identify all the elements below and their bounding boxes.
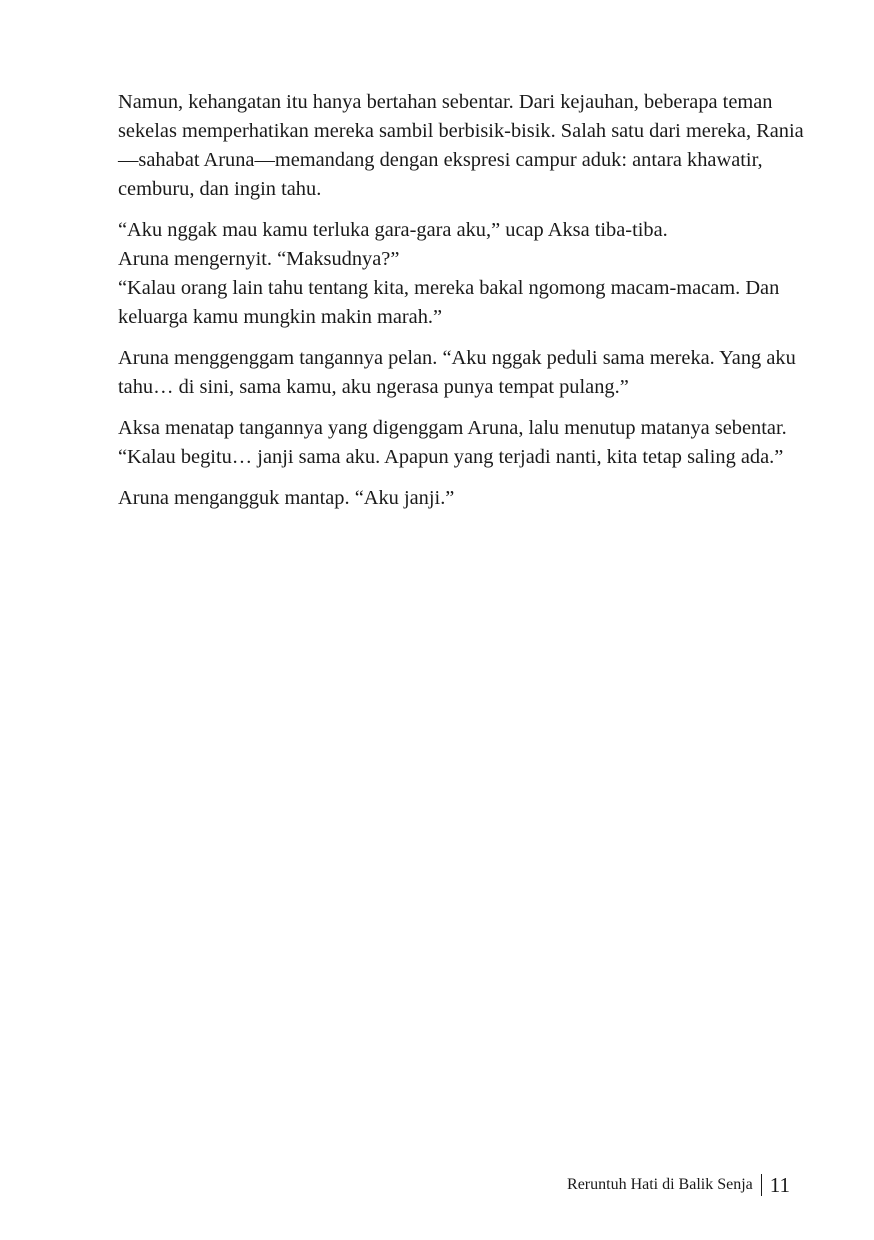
paragraph-5: Aruna mengangguk mantap. “Aku janji.” [118, 487, 455, 509]
page-footer [567, 1173, 790, 1197]
paragraph-3: Aruna menggenggam tangannya pelan. “Aku nggak peduli sama mereka. Yang aku tahu… di sini, sama kamu, aku ngerasa punya tempat pulang.” [118, 347, 796, 398]
paragraph-1: Namun, kehangatan itu hanya bertahan sebentar. Dari kejauhan, beberapa teman sekelas memperhatikan mereka sambil berbisik-bisik. Salah satu dari mereka, Rania—sahabat Aruna—memandang dengan ekspresi campur aduk: antara khawatir, cemburu, dan ingin tahu. [118, 91, 804, 200]
footer-divider [761, 1174, 762, 1196]
paragraph-2: “Aku nggak mau kamu terluka gara-gara aku,” ucap Aksa tiba-tiba. Aruna mengernyit. “Maksudnya?” “Kalau orang lain tahu tentang kita, mereka bakal ngomong macam-macam. Dan keluarga kamu mungkin makin marah.” [118, 219, 780, 328]
page-number: 11 [769, 1173, 790, 1197]
footer-book-title: Reruntuh Hati di Balik Senja [567, 1176, 753, 1193]
page-body [118, 88, 818, 525]
paragraph-4: Aksa menatap tangannya yang digenggam Aruna, lalu menutup matanya sebentar. “Kalau begitu… janji sama aku. Apapun yang terjadi nanti, kita tetap saling ada.” [118, 417, 787, 468]
